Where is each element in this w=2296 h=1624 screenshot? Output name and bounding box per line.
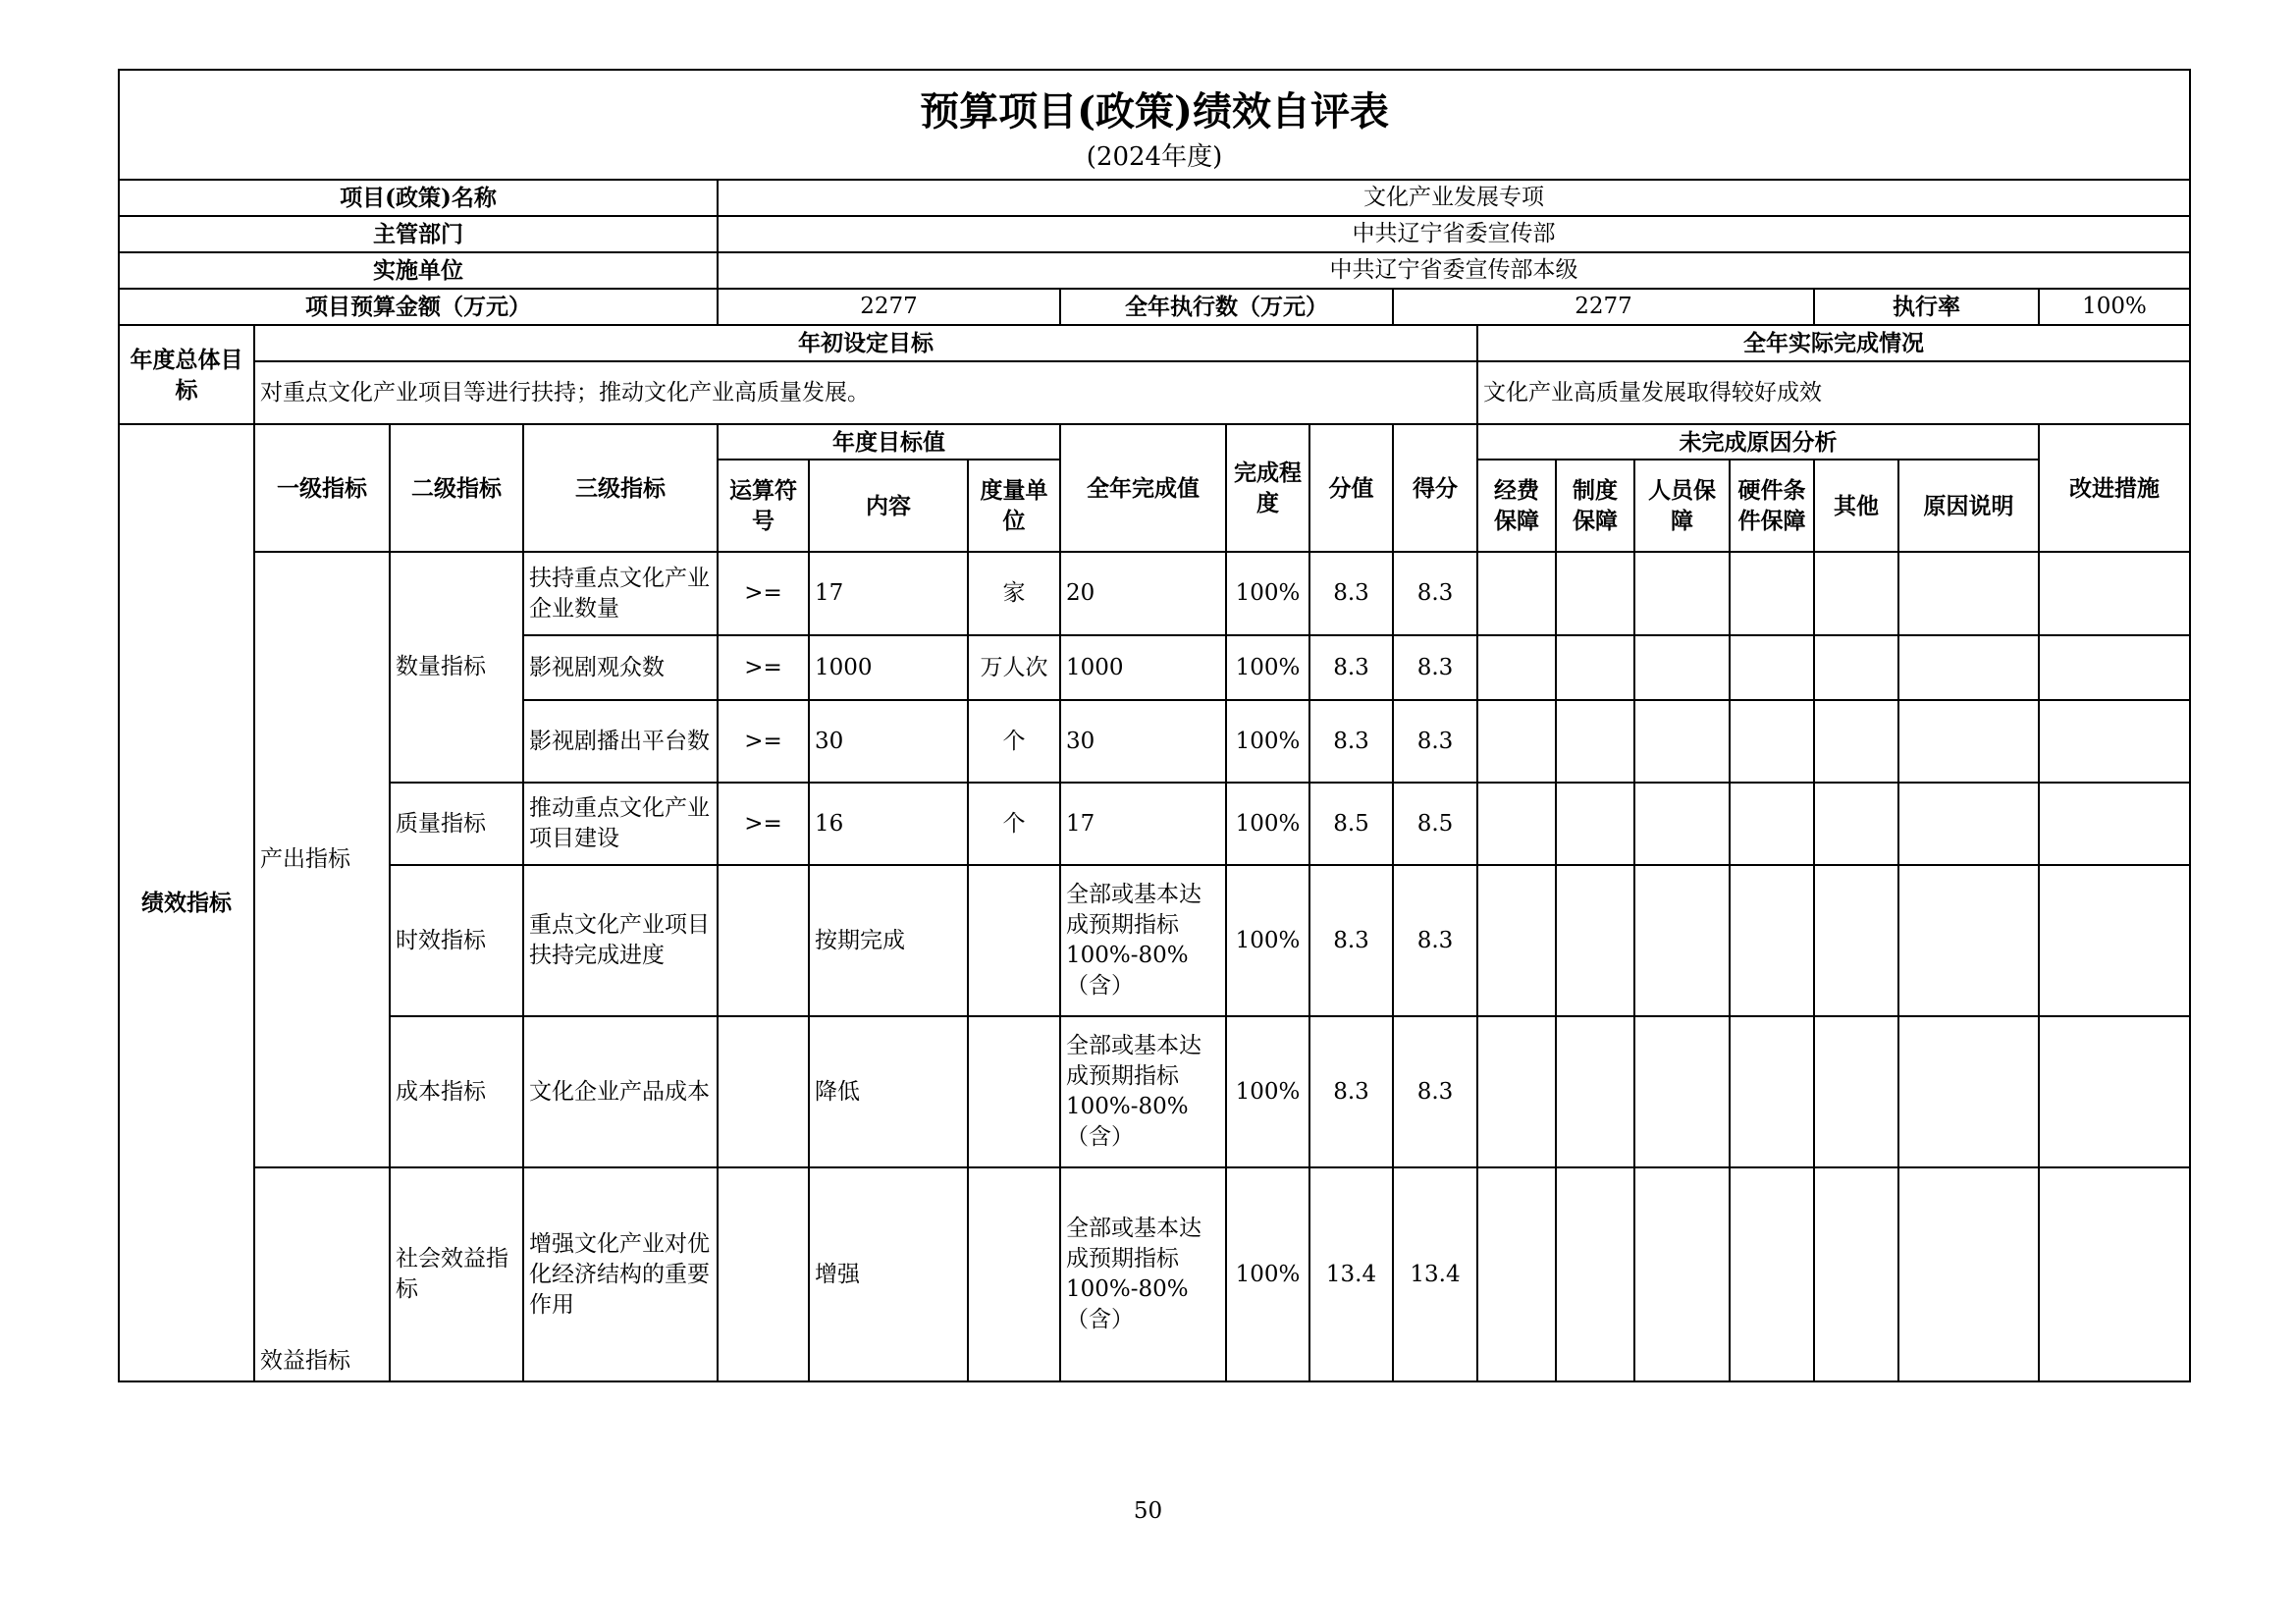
score-value: 8.5 — [1309, 783, 1393, 865]
page-number: 50 — [1133, 1498, 1163, 1524]
score-value: 8.3 — [1309, 700, 1393, 783]
reason-other-header: 其他 — [1814, 460, 1898, 552]
completion-degree: 100% — [1226, 1016, 1309, 1167]
page-title: 预算项目(政策)绩效自评表 — [920, 88, 1389, 135]
operator — [718, 1167, 809, 1381]
benefit-indicator-label: 效益指标 — [254, 1167, 390, 1381]
operator: >= — [718, 700, 809, 783]
execution-value: 2277 — [1393, 289, 1814, 325]
actual-completion-header: 全年实际完成情况 — [1477, 325, 2190, 361]
budget-label: 项目预算金额（万元） — [119, 289, 718, 325]
completion-degree-header: 完成程度 — [1226, 424, 1309, 552]
table-row — [119, 865, 2190, 1016]
completion-degree: 100% — [1226, 552, 1309, 635]
measure-unit: 个 — [968, 783, 1060, 865]
execution-label: 全年执行数（万元） — [1060, 289, 1393, 325]
actual-value-header: 全年完成值 — [1060, 424, 1226, 552]
project-name-label: 项目(政策)名称 — [119, 180, 718, 216]
actual-value: 1000 — [1060, 635, 1226, 700]
score: 8.3 — [1393, 1016, 1477, 1167]
completion-degree: 100% — [1226, 1167, 1309, 1381]
improvement-header: 改进措施 — [2039, 424, 2190, 552]
level1-header: 一级指标 — [254, 424, 390, 552]
completion-degree: 100% — [1226, 783, 1309, 865]
reason-fund-header: 经费保障 — [1477, 460, 1556, 552]
indicator-name: 推动重点文化产业项目建设 — [523, 783, 718, 865]
timeliness-indicator-label: 时效指标 — [390, 865, 523, 1016]
title-cell — [119, 70, 2190, 180]
table-row — [119, 1016, 2190, 1167]
score-value: 13.4 — [1309, 1167, 1393, 1381]
score-value: 8.3 — [1309, 635, 1393, 700]
performance-indicators-label: 绩效指标 — [119, 424, 254, 1381]
target-content: 17 — [809, 552, 968, 635]
operator — [718, 1016, 809, 1167]
implementer-label: 实施单位 — [119, 252, 718, 289]
annual-goal-label: 年度总体目标 — [119, 325, 254, 424]
actual-value: 20 — [1060, 552, 1226, 635]
quality-indicator-label: 质量指标 — [390, 783, 523, 865]
implementer-value: 中共辽宁省委宣传部本级 — [718, 252, 2190, 289]
score: 8.3 — [1393, 700, 1477, 783]
content-header: 内容 — [809, 460, 968, 552]
actual-value: 30 — [1060, 700, 1226, 783]
planned-goal-text: 对重点文化产业项目等进行扶持；推动文化产业高质量发展。 — [254, 361, 1477, 424]
execution-rate-value: 100% — [2039, 289, 2190, 325]
score-value-header: 分值 — [1309, 424, 1393, 552]
reason-analysis-header: 未完成原因分析 — [1477, 424, 2039, 460]
indicator-name: 重点文化产业项目扶持完成进度 — [523, 865, 718, 1016]
social-benefit-indicator-label: 社会效益指标 — [390, 1167, 523, 1381]
operator: >= — [718, 783, 809, 865]
score: 8.5 — [1393, 783, 1477, 865]
score-value: 8.3 — [1309, 1016, 1393, 1167]
operator — [718, 865, 809, 1016]
target-content: 降低 — [809, 1016, 968, 1167]
cost-indicator-label: 成本指标 — [390, 1016, 523, 1167]
completion-degree: 100% — [1226, 865, 1309, 1016]
department-value: 中共辽宁省委宣传部 — [718, 216, 2190, 252]
table-row — [119, 552, 2190, 635]
completion-degree: 100% — [1226, 700, 1309, 783]
execution-rate-label: 执行率 — [1814, 289, 2039, 325]
actual-completion-text: 文化产业高质量发展取得较好成效 — [1477, 361, 2190, 424]
score-header: 得分 — [1393, 424, 1477, 552]
reason-note-header: 原因说明 — [1898, 460, 2039, 552]
reason-system-header: 制度保障 — [1556, 460, 1634, 552]
project-name-value: 文化产业发展专项 — [718, 180, 2190, 216]
indicator-name: 影视剧播出平台数 — [523, 700, 718, 783]
measure-unit: 万人次 — [968, 635, 1060, 700]
measure-unit: 个 — [968, 700, 1060, 783]
actual-value: 17 — [1060, 783, 1226, 865]
score: 8.3 — [1393, 635, 1477, 700]
measure-unit — [968, 865, 1060, 1016]
indicator-name: 文化企业产品成本 — [523, 1016, 718, 1167]
target-content: 增强 — [809, 1167, 968, 1381]
budget-value: 2277 — [718, 289, 1060, 325]
unit-header: 度量单位 — [968, 460, 1060, 552]
reason-hardware-header: 硬件条件保障 — [1730, 460, 1814, 552]
measure-unit — [968, 1167, 1060, 1381]
target-content: 30 — [809, 700, 968, 783]
evaluation-table — [118, 69, 2191, 1382]
measure-unit: 家 — [968, 552, 1060, 635]
quantity-indicator-label: 数量指标 — [390, 552, 523, 783]
target-content: 按期完成 — [809, 865, 968, 1016]
table-row — [119, 1167, 2190, 1381]
department-label: 主管部门 — [119, 216, 718, 252]
actual-value: 全部或基本达成预期指标100%-80%（含） — [1060, 1167, 1226, 1381]
planned-goal-header: 年初设定目标 — [254, 325, 1477, 361]
level3-header: 三级指标 — [523, 424, 718, 552]
actual-value: 全部或基本达成预期指标100%-80%（含） — [1060, 1016, 1226, 1167]
score-value: 8.3 — [1309, 552, 1393, 635]
operator: >= — [718, 635, 809, 700]
level2-header: 二级指标 — [390, 424, 523, 552]
target-content: 16 — [809, 783, 968, 865]
target-content: 1000 — [809, 635, 968, 700]
page-subtitle: (2024年度) — [1086, 142, 1223, 172]
score: 8.3 — [1393, 552, 1477, 635]
indicator-name: 增强文化产业对优化经济结构的重要作用 — [523, 1167, 718, 1381]
measure-unit — [968, 1016, 1060, 1167]
score: 13.4 — [1393, 1167, 1477, 1381]
score-value: 8.3 — [1309, 865, 1393, 1016]
reason-staff-header: 人员保障 — [1634, 460, 1730, 552]
output-indicator-label: 产出指标 — [254, 552, 390, 1167]
operator-header: 运算符号 — [718, 460, 809, 552]
annual-target-header: 年度目标值 — [718, 424, 1060, 460]
table-row — [119, 783, 2190, 865]
indicator-name: 影视剧观众数 — [523, 635, 718, 700]
score: 8.3 — [1393, 865, 1477, 1016]
actual-value: 全部或基本达成预期指标100%-80%（含） — [1060, 865, 1226, 1016]
performance-evaluation-sheet — [118, 69, 2189, 1382]
completion-degree: 100% — [1226, 635, 1309, 700]
operator: >= — [718, 552, 809, 635]
indicator-name: 扶持重点文化产业企业数量 — [523, 552, 718, 635]
